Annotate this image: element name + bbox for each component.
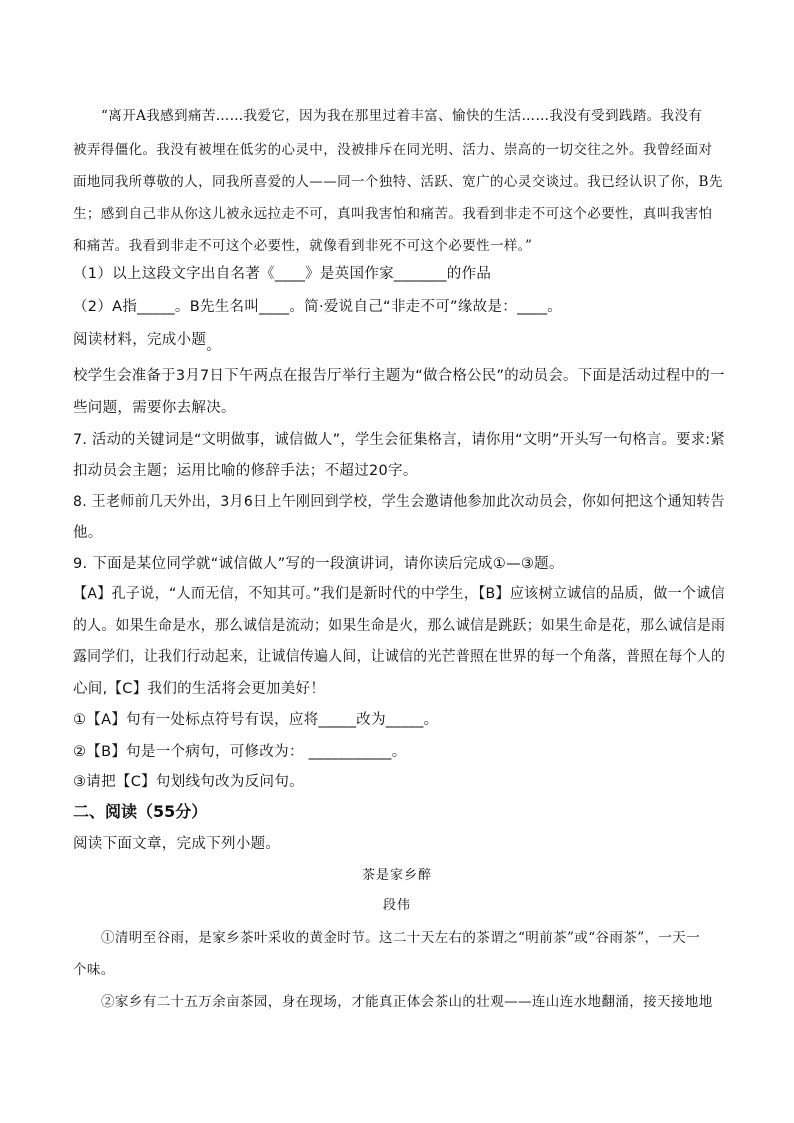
q9-sub-3: ③请把【C】句划线句改为反问句。 [73, 774, 304, 790]
material-instruction [73, 328, 222, 354]
quote-line-4: 生；感到自己非从你这儿被永远拉走不可，真叫我害怕和痛苦。我看到非走不可这个必要性，真叫我害怕 [73, 206, 713, 222]
material-instruction-mark: 。 [206, 338, 222, 354]
q9-passage-line-1: 【A】孔子说，“人而无信，不知其可。”我们是新时代的中学生，【B】应该树立诚信的品质，做一个诚信 [73, 586, 725, 602]
question-1: （1）以上这段文字出自名著《____》是英国作家_______的作品 [73, 266, 492, 282]
quote-line-1: “离开A我感到痛苦……我爱它，因为我在那里过着丰富、愉快的生活……我没有受到践踏。我没有 [101, 108, 703, 124]
q7-line-2: 扣动员会主题；运用比喻的修辞手法；不超过20字。 [73, 463, 418, 479]
article-paragraph-1: ①清明至谷雨，是家乡茶叶采收的黄金时节。这二十天左右的茶谓之“明前茶”或“谷雨茶”，一天一 [101, 930, 701, 946]
q9-sub-1: ①【A】句有一处标点符号有误，应将_____改为_____。 [73, 712, 439, 728]
article-author: 段伟 [382, 898, 411, 913]
section-heading: 二、阅读（55分） [73, 802, 208, 821]
quote-line-5: 和痛苦。我看到非走不可这个必要性，就像看到非死不可这个必要性一样。” [73, 238, 533, 254]
q8-line-2: 他。 [73, 525, 103, 541]
intro-line-2: 些问题，需要你去解决。 [73, 400, 236, 416]
quote-line-3: 面地同我所尊敬的人，同我所喜爱的人——同一个独特、活跃、宽广的心灵交谈过。我已经认识了你，B先 [73, 174, 723, 190]
q7-line-1: 7. 活动的关键词是“文明做事，诚信做人”，学生会征集格言，请你用“文明”开头写一句格言。要求:紧 [73, 432, 725, 448]
material-instruction-text: 阅读材料，完成小题 [73, 332, 207, 348]
q9-passage-line-2: 的人。如果生命是水，那么诚信是流动；如果生命是火，那么诚信是跳跃；如果生命是花，那么诚信是雨 [73, 618, 726, 634]
article-paragraph-2: ②家乡有二十五万余亩茶园，身在现场，才能真正体会茶山的壮观——连山连水地翻涌，接天接地地 [101, 994, 713, 1010]
q9-intro: 9. 下面是某位同学就“诚信做人”写的一段演讲词，请你读后完成①—③题。 [73, 556, 564, 572]
quote-line-2: 被弄得僵化。我没有被埋在低劣的心灵中，没被排斥在同光明、活力、崇高的一切交往之外。我曾经面对 [73, 142, 713, 158]
article-title: 茶是家乡醉 [361, 868, 432, 883]
intro-line-1: 校学生会准备于3月7日下午两点在报告厅举行主题为“做合格公民”的动员会。下面是活动过程中的一 [73, 368, 725, 384]
article-paragraph-1-cont: 个味。 [73, 962, 115, 978]
q9-sub-2: ②【B】句是一个病句，可修改为： ___________。 [73, 744, 407, 760]
question-2: （2）A指_____。B先生名叫____。简·爱说自己“非走不可”缘故是：____。 [73, 299, 563, 315]
q9-passage-line-3: 露同学们，让我们行动起来，让诚信传遍人间，让诚信的光芒普照在世界的每一个角落，普照在每个人的 [73, 649, 726, 665]
q9-passage-line-4: 心间,【C】我们的生活将会更加美好！ [73, 681, 326, 697]
reading-instruction: 阅读下面文章，完成下列小题。 [73, 836, 281, 852]
q8-line-1: 8. 王老师前几天外出，3月6日上午刚回到学校，学生会邀请他参加此次动员会，你如何把这个通知转告 [73, 494, 725, 510]
